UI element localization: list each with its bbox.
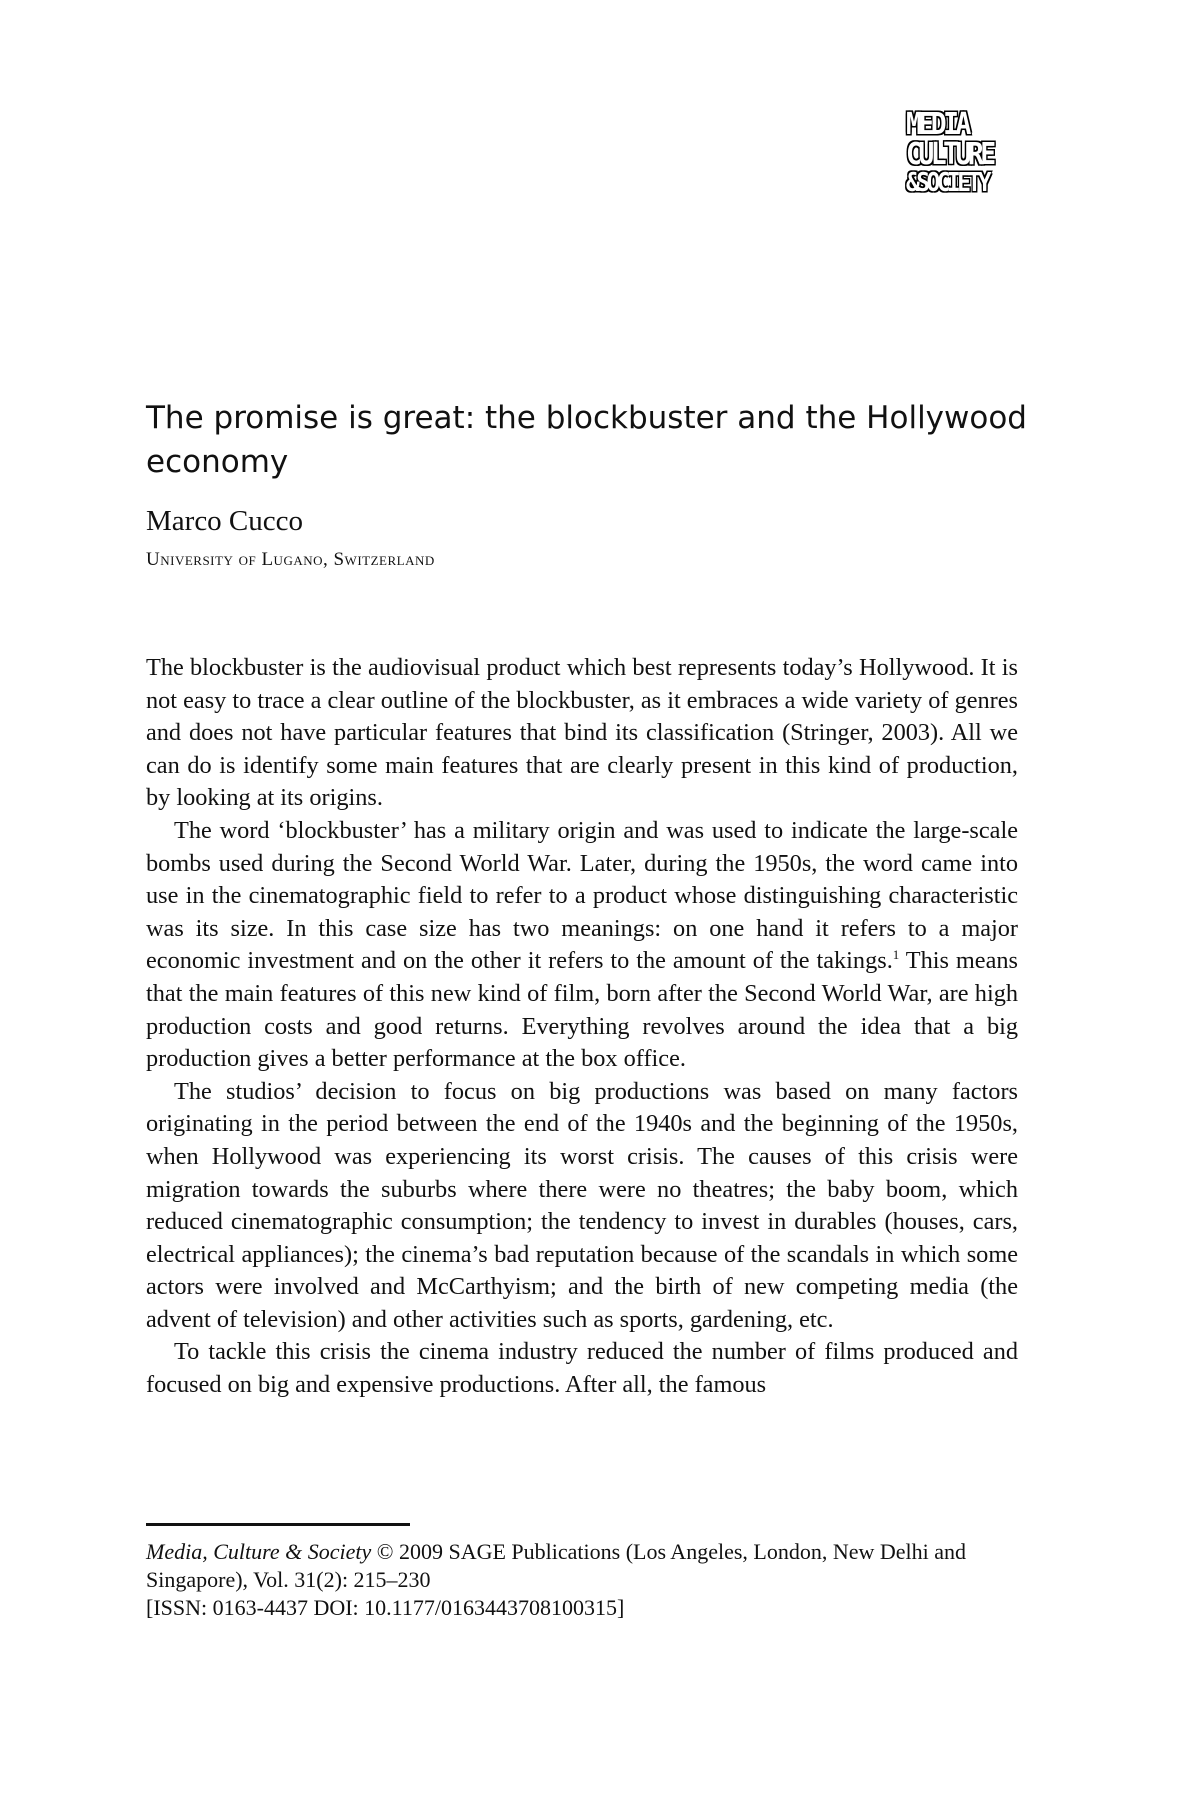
article-title: The promise is great: the blockbuster and the Hollywood economy: [146, 400, 1027, 480]
publication-footnote: [146, 1538, 1018, 1622]
article-body: [146, 652, 1018, 1402]
logo-line-culture: CULTURE: [906, 137, 993, 172]
paragraph-2-text-b: This means that the main features of this new kind of film, born after the Second World War, are high production costs and good returns. Everything revolves around the idea that a big production gives a better performance at the box office.: [146, 947, 1018, 1073]
author-affiliation: University of Lugano, Switzerland: [146, 549, 435, 570]
paragraph-2-text-a: The word ‘blockbuster’ has a military origin and was used to indicate the large-scale bombs used during the Second World War. Later, during the 1950s, the word came into use in the cinematographic field to refer to a product whose distinguishing characteristic was its size. In this case size has two meanings: on one hand it refers to a major economic investment and on the other it refers to the amount of the takings.: [146, 816, 1018, 975]
footnote-marker[interactable]: 1: [892, 947, 900, 963]
logo-line-media: MEDIA: [906, 107, 968, 142]
paragraph-2: [146, 815, 1018, 1076]
logo-line-society: &SOCIETY: [906, 168, 989, 198]
publisher-info: © 2009 SAGE Publications (Los Angeles, London, New Delhi and Singapore), Vol. 31(2): 215–230: [146, 1539, 967, 1592]
journal-name: Media, Culture & Society: [146, 1539, 372, 1564]
paragraph-3: The studios’ decision to focus on big productions was based on many factors originating in the period between the end of the 1940s and the beginning of the 1950s, when Hollywood was experiencing its worst crisis. The causes of this crisis were migration towards the suburbs where there were no theatres; the baby boom, which reduced cinematographic consumption; the tendency to invest in durables (houses, cars, electrical appliances); the cinema’s bad reputation because of the scandals in which some actors were involved and McCarthyism; and the birth of new competing media (the advent of television) and other activities such as sports, gardening, etc.: [146, 1077, 1018, 1333]
issn-doi: [ISSN: 0163-4437 DOI: 10.1177/0163443708100315]: [146, 1595, 625, 1620]
footnote-rule: [146, 1523, 410, 1526]
paragraph-4: To tackle this crisis the cinema industry reduced the number of films produced and focused on big and expensive productions. After all, the famous: [146, 1338, 1018, 1399]
journal-logo: [906, 107, 1001, 198]
paragraph-1: The blockbuster is the audiovisual product which best represents today’s Hollywood. It is not easy to trace a clear outline of the blockbuster, as it embraces a wide variety of genres and does not have particular features that bind its classification (Stringer, 2003). All we can do is identify some main features that are clearly present in this kind of production, by looking at its origins.: [146, 654, 1019, 812]
author-name: Marco Cucco: [146, 505, 304, 537]
